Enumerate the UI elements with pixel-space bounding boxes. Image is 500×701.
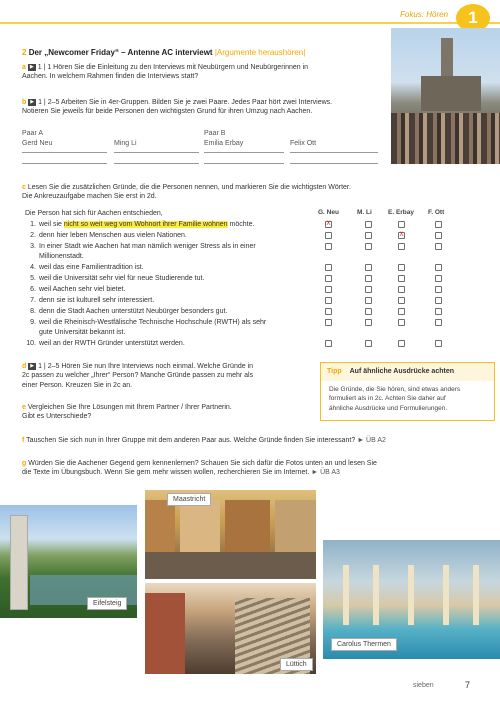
- maastricht-photo: [145, 490, 316, 579]
- task-a-letter: a: [22, 64, 26, 71]
- answer-checkbox[interactable]: [365, 340, 372, 347]
- task-a-text-1: Hören Sie die Einleitung zu den Interviews mit Neubürgern und Neubürgerinnen in: [53, 64, 309, 71]
- answer-checkbox[interactable]: [435, 264, 442, 271]
- task-d-letter: d: [22, 363, 27, 370]
- task-d: d ▶ 1 | 2–5 Hören Sie nun Ihre Interviews noch einmal. Welche Gründe in 2c passen zu welcher „Ihrer“ Person? Manche Gründe passen zu mehr als einer Person. Kreuzen Sie in 2c an.: [22, 362, 254, 389]
- answer-field-gerd-neu[interactable]: Gerd Neu: [22, 139, 107, 153]
- column-header: M. Li: [357, 209, 372, 216]
- page-number: 7: [465, 680, 471, 690]
- answer-line: [22, 163, 107, 164]
- column-header: E. Erbay: [388, 209, 415, 216]
- answer-checkbox[interactable]: [435, 308, 442, 315]
- answer-checkbox[interactable]: [435, 275, 442, 282]
- task-c-intro: Die Person hat sich für Aachen entschieden,: [25, 210, 163, 217]
- list-item: 9. weil die Rheinisch-Westfälische Technische Hochschule (RWTH) als sehr: [30, 319, 267, 326]
- column-header: G. Neu: [318, 209, 339, 216]
- exercise-book-ref[interactable]: ► ÜB A3: [311, 469, 340, 477]
- list-item: 7. denn sie ist kulturell sehr interessiert.: [30, 297, 155, 304]
- task-b-letter: b: [22, 99, 27, 106]
- list-item: 6. weil Aachen sehr viel bietet.: [30, 286, 126, 293]
- task-b-text-1: Arbeiten Sie in 4er-Gruppen. Bilden Sie je zwei Paare. Jedes Paar hört zwei Interviews.: [60, 99, 333, 106]
- task-a: [22, 63, 387, 82]
- answer-checkbox[interactable]: [435, 221, 442, 228]
- luettich-photo: [145, 583, 316, 674]
- answer-checkbox[interactable]: [325, 264, 332, 271]
- task-b: [22, 98, 392, 117]
- answer-checkbox[interactable]: [365, 243, 372, 250]
- exercise-number: 2: [22, 48, 27, 57]
- list-item: gute Universität bekannt ist.: [39, 329, 126, 336]
- photo-caption: Eifelsteig: [87, 597, 127, 610]
- answer-line: [290, 163, 378, 164]
- answer-checkbox[interactable]: [398, 243, 405, 250]
- audio-icon[interactable]: ▶: [30, 362, 35, 369]
- eifelsteig-photo: [0, 505, 137, 618]
- photo-caption: Lüttich: [280, 658, 313, 671]
- task-c: [22, 183, 492, 202]
- photo-caption: Carolus Thermen: [331, 638, 397, 651]
- header-divider: [0, 22, 500, 24]
- answer-checkbox[interactable]: [398, 308, 405, 315]
- answer-line: [204, 163, 284, 164]
- aachen-cathedral-photo: [391, 28, 500, 164]
- photo-caption: Maastricht: [167, 493, 211, 506]
- task-g: g Würden Sie die Aachener Gegend gern kennenlernen? Schauen Sie sich dafür die Fotos unten an und lesen Sie die Texte im Übungsbuch. Wenn Sie gern mehr wissen wollen, recherchieren Sie im Internet. ► ÜB A3: [22, 460, 377, 477]
- answer-checkbox[interactable]: [435, 232, 442, 239]
- answer-checkbox[interactable]: [325, 232, 332, 239]
- task-d-audio: 1 | 2–5: [38, 363, 60, 370]
- exercise-subtitle: Argumente heraushören: [216, 48, 304, 57]
- tip-label: Tipp: [327, 368, 342, 375]
- answer-checkbox[interactable]: [365, 264, 372, 271]
- answer-checkbox[interactable]: [365, 308, 372, 315]
- focus-label: Fokus: Hören: [400, 10, 449, 19]
- answer-checkbox[interactable]: [365, 297, 372, 304]
- answer-field-felix-ott[interactable]: Felix Ott: [290, 139, 378, 153]
- answer-checkbox[interactable]: [365, 232, 372, 239]
- list-item: 5. weil die Universität sehr viel für neue Studierende tut.: [30, 275, 205, 282]
- pair-a-label: Paar A: [22, 130, 44, 137]
- answer-field-ming-li[interactable]: Ming Li: [114, 139, 199, 153]
- list-item: 2. denn hier leben Menschen aus vielen Nationen.: [30, 232, 187, 239]
- answer-checkbox[interactable]: [325, 297, 332, 304]
- answer-checkbox[interactable]: [398, 221, 405, 228]
- answer-checkbox[interactable]: [325, 340, 332, 347]
- answer-checkbox[interactable]: [398, 319, 405, 326]
- list-item: Millionenstadt.: [39, 253, 84, 260]
- page-word: sieben: [413, 682, 434, 689]
- answer-checkbox[interactable]: [365, 275, 372, 282]
- answer-checkbox[interactable]: [325, 286, 332, 293]
- answer-checkbox[interactable]: [398, 275, 405, 282]
- answer-checkbox[interactable]: [398, 286, 405, 293]
- answer-checkbox[interactable]: [365, 221, 372, 228]
- answer-checkbox[interactable]: [365, 286, 372, 293]
- task-c-text-2: Die Ankreuzaufgabe machen Sie erst in 2d.: [22, 193, 157, 201]
- answer-checkbox[interactable]: [435, 286, 442, 293]
- audio-icon[interactable]: ▶: [29, 63, 34, 70]
- tip-body: Die Gründe, die Sie hören, sind etwas anders formuliert als in 2c. Achten Sie daher auf ähnliche Ausdrücke und Formulierungen.: [329, 386, 461, 412]
- task-c-text-1: Lesen Sie die zusätzlichen Gründe, die die Personen nennen, und markieren Sie die wichtigsten Wörter.: [27, 184, 351, 191]
- highlighted-phrase: nicht so weit weg vom Wohnort ihrer Familie wohnen: [63, 221, 228, 228]
- answer-checkbox[interactable]: [435, 243, 442, 250]
- answer-checkbox[interactable]: [365, 319, 372, 326]
- answer-checkbox[interactable]: [398, 340, 405, 347]
- list-item: 3. In einer Stadt wie Aachen hat man nämlich weniger Stress als in einer: [30, 243, 256, 250]
- answer-checkbox[interactable]: [325, 275, 332, 282]
- task-e-letter: e: [22, 404, 26, 411]
- column-header: F. Ott: [428, 209, 445, 216]
- list-item: 10. weil an der RWTH Gründer unterstützt werden.: [26, 340, 185, 347]
- tip-header: [321, 363, 494, 381]
- list-item: 4. weil das eine Familientradition ist.: [30, 264, 144, 271]
- answer-checkbox[interactable]: [435, 319, 442, 326]
- task-f-letter: f: [22, 437, 25, 444]
- answer-checkbox[interactable]: X: [326, 221, 331, 227]
- exercise-book-ref[interactable]: ► ÜB A2: [357, 437, 386, 444]
- answer-checkbox[interactable]: [398, 297, 405, 304]
- task-b-text-2: Notieren Sie jeweils für beide Personen den wichtigsten Grund für ihren Umzug nach Aachen.: [22, 108, 313, 116]
- answer-checkbox[interactable]: [435, 340, 442, 347]
- exercise-title-text: Der „Newcomer Friday“ – Antenne AC interviewt: [28, 48, 213, 57]
- task-b-audio: 1 | 2–5: [38, 99, 60, 106]
- audio-icon[interactable]: ▶: [30, 98, 35, 105]
- answer-field-emilia-erbay[interactable]: Emilia Erbay: [204, 139, 284, 153]
- answer-checkbox[interactable]: [325, 319, 332, 326]
- tip-box: [320, 362, 495, 421]
- task-e: e Vergleichen Sie Ihre Lösungen mit Ihrem Partner / Ihrer Partnerin. Gibt es Unterschiede?: [22, 404, 232, 421]
- task-a-audio: 1 | 1: [37, 64, 52, 71]
- list-item: 1. weil sie nicht so weit weg vom Wohnort ihrer Familie wohnen möchte.: [30, 221, 255, 228]
- answer-checkbox[interactable]: [435, 297, 442, 304]
- tip-title: Auf ähnliche Ausdrücke achten: [349, 368, 454, 375]
- task-g-letter: g: [22, 460, 27, 467]
- task-c-letter: c: [22, 184, 26, 191]
- answer-line: [114, 163, 199, 164]
- exercise-title: 2 Der „Newcomer Friday“ – Antenne AC interviewt |Argumente heraushören|: [22, 48, 306, 57]
- answer-checkbox[interactable]: [398, 264, 405, 271]
- task-f: f Tauschen Sie sich nun in Ihrer Gruppe mit dem anderen Paar aus. Welche Gründe finden Sie interessant? ► ÜB A2: [22, 437, 386, 444]
- list-item: 8. denn die Stadt Aachen unterstützt Neubürger besonders gut.: [30, 308, 228, 315]
- carolus-thermen-photo: [323, 540, 500, 659]
- chapter-badge: 1: [456, 4, 490, 32]
- pair-b-label: Paar B: [204, 130, 226, 137]
- answer-checkbox[interactable]: [325, 308, 332, 315]
- answer-checkbox[interactable]: X: [399, 232, 404, 238]
- answer-checkbox[interactable]: [325, 243, 332, 250]
- task-a-text-2: Aachen. In welchem Rahmen finden die Interviews statt?: [22, 73, 199, 81]
